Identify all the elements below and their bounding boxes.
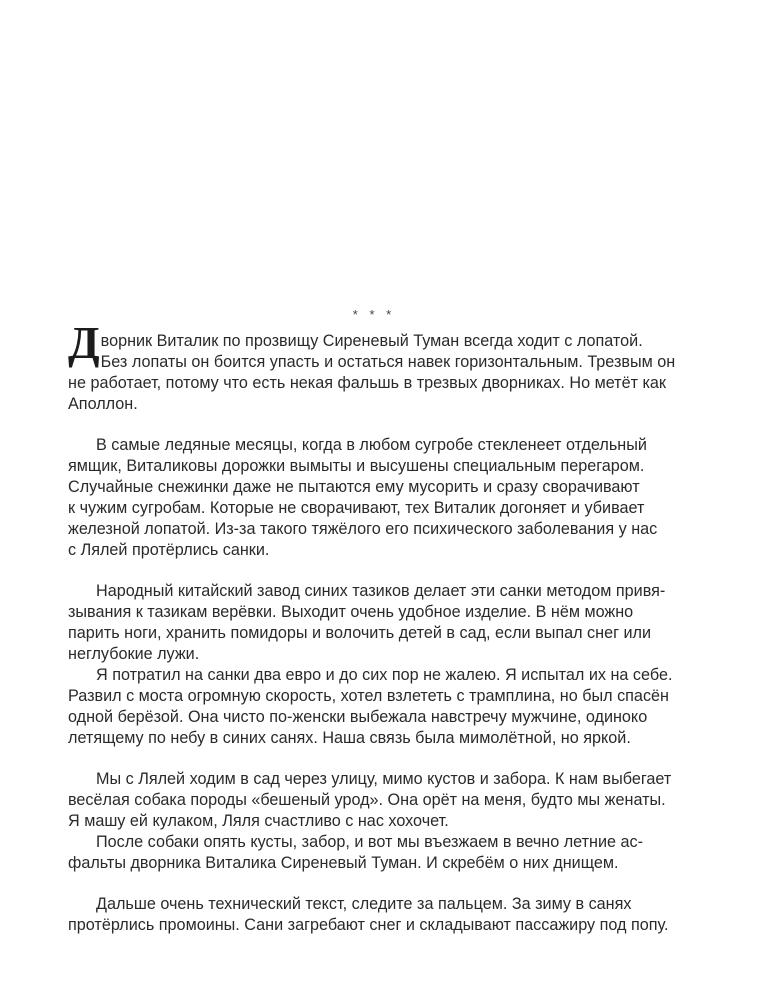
text-line: Народный китайский завод синих тазиков делает эти санки методом привя- <box>96 582 666 600</box>
text-line: летящему по небу в синих санях. Наша связь была мимолётной, но яркой. <box>68 729 631 747</box>
text-line: В самые ледяные месяцы, когда в любом сугробе стекленеет отдельный <box>96 436 647 454</box>
paragraph-gap <box>68 874 668 894</box>
text-line: ворник Виталик по прозвищу Сиреневый Туман всегда ходит с лопатой. <box>100 332 643 350</box>
paragraph-3 <box>68 581 668 665</box>
paragraph-2 <box>68 435 668 561</box>
text-line: Случайные снежинки даже не пытаются ему мусорить и сразу сворачивают <box>68 478 640 496</box>
text-line: с Лялей протёрлись санки. <box>68 541 270 559</box>
paragraph-gap <box>68 749 668 769</box>
paragraph-6 <box>68 832 668 874</box>
text-line: Аполлон. <box>68 395 138 413</box>
paragraph-gap <box>68 415 668 435</box>
text-line: парить ноги, хранить помидоры и волочить детей в сад, если выпал снег или <box>68 624 652 642</box>
paragraph-4 <box>68 665 673 749</box>
paragraph-5 <box>68 769 672 832</box>
text-line: неглубокие лужи. <box>68 645 200 663</box>
text-line: зывания к тазикам верёвки. Выходит очень удобное изделие. В нём можно <box>68 603 634 621</box>
text-line: Без лопаты он боится упасть и остаться навек горизонтальным. Трезвым он <box>100 353 676 371</box>
text-line: фальты дворника Виталика Сиреневый Туман. И скребём о них днищем. <box>68 854 619 872</box>
text-line: Развил с моста огромную скорость, хотел взлететь с трамплина, но был спасён <box>68 687 669 705</box>
text-line: протёрлись промоины. Сани загребают снег и складывают пассажиру под попу. <box>68 916 669 934</box>
text-line: железной лопатой. Из-за такого тяжёлого его психического заболевания у нас <box>68 520 658 538</box>
text-line: весёлая собака породы «бешеный урод». Она орёт на меня, будто мы женаты. <box>68 791 666 809</box>
book-page <box>68 305 676 936</box>
text-line: не работает, потому что есть некая фальшь в трезвых дворниках. Но метёт как <box>68 374 667 392</box>
text-line: Дальше очень технический текст, следите за пальцем. За зиму в санях <box>96 895 632 913</box>
text-line: После собаки опять кусты, забор, и вот мы въезжаем в вечно летние ас- <box>96 833 643 851</box>
text-line: к чужим сугробам. Которые не сворачивают, тех Виталик догоняет и убивает <box>68 499 645 517</box>
paragraph-7 <box>68 894 668 936</box>
text-line: одной берёзой. Она чисто по-женски выбежала навстречу мужчине, одиноко <box>68 708 648 726</box>
text-line: Мы с Лялей ходим в сад через улицу, мимо кустов и забора. К нам выбегает <box>96 770 672 788</box>
section-separator: * * * <box>352 307 396 322</box>
text-line: Я машу ей кулаком, Ляля счастливо с нас хохочет. <box>68 812 449 830</box>
text-line: Я потратил на санки два евро и до сих пор не жалею. Я испытал их на себе. <box>96 666 673 684</box>
paragraph-1 <box>68 317 676 415</box>
text-line: ямщик, Виталиковы дорожки вымыты и высушены специальным перегаром. <box>68 457 645 475</box>
paragraph-gap <box>68 561 668 581</box>
drop-cap: Д <box>68 317 100 368</box>
